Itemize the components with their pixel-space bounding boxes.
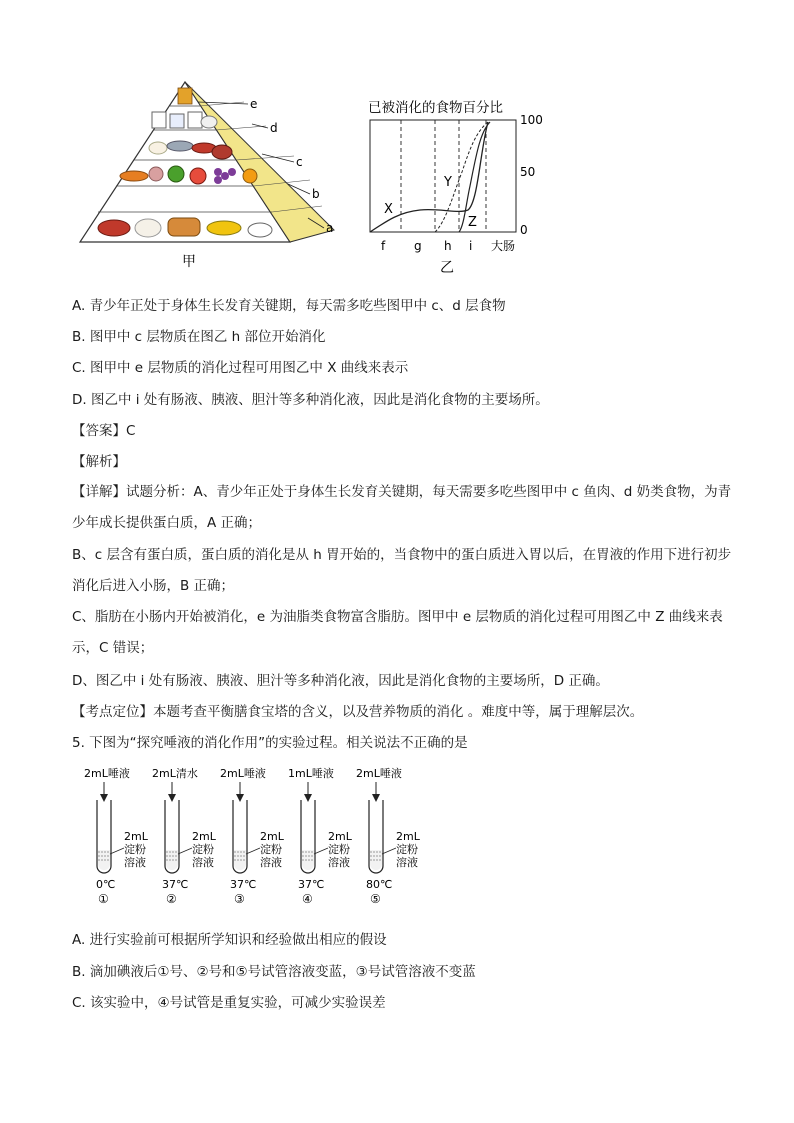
egg-icon [149, 142, 167, 154]
tube-number: ③ [234, 892, 245, 906]
tube-number: ④ [302, 892, 313, 906]
x-tick-label: f [381, 239, 386, 253]
arrow-head [304, 794, 312, 802]
carrot-icon [120, 171, 148, 181]
digestion-curve-figure [360, 92, 550, 280]
answer-line [72, 421, 135, 441]
tomato-icon [190, 168, 206, 184]
detail-paragraph-a: 【详解】试题分析：A、青少年正处于身体生长发育关键期，每天需要多吃些图甲中 c 鱼肉、d 奶类食物，为青少年成长提供蛋白质，A 正确； [72, 484, 732, 531]
pepper-icon [168, 166, 184, 182]
solution-pointer [178, 848, 192, 854]
milk-carton-icon [152, 112, 166, 128]
option-c: C. 图甲中 e 层物质的消化过程可用图乙中 X 曲线来表示 [72, 360, 409, 376]
meat-icon [212, 145, 232, 159]
rice-bowl-icon [248, 223, 272, 237]
onion-icon [149, 167, 163, 181]
solution-label: 淀粉 [124, 843, 146, 856]
detail-paragraph-d: D、图乙中 i 处有肠液、胰液、胆汁等多种消化液，因此是消化食物的主要场所，D 正确。 [72, 673, 609, 689]
solution-pointer [314, 848, 328, 854]
curve-label-z: Z [468, 215, 477, 230]
tube-top-label: 2mL清水 [152, 767, 198, 780]
solution-label: 2mL [328, 830, 352, 843]
test-tube-5 [356, 766, 421, 906]
layer-label-a: a [326, 221, 334, 235]
option-d: D. 图乙中 i 处有肠液、胰液、胆汁等多种消化液，因此是消化食物的主要场所。 [72, 392, 549, 408]
tube-number: ⑤ [370, 892, 381, 906]
curve-label-x: X [384, 202, 393, 217]
sweet-potato-icon [98, 220, 130, 236]
tube-temperature: 37℃ [298, 878, 325, 891]
solution-label: 溶液 [124, 856, 146, 869]
tube-number: ① [98, 892, 109, 906]
kaodian-line: 【考点定位】本题考查平衡膳食宝塔的含义，以及营养物质的消化 。难度中等，属于理解层次。 [72, 704, 644, 720]
solution-label: 淀粉 [260, 843, 282, 856]
tube-top-label: 2mL唾液 [84, 767, 130, 780]
tube-solution [98, 864, 110, 870]
milk-carton-icon [170, 114, 184, 128]
arrow-head [236, 794, 244, 802]
oil-icon [178, 88, 192, 104]
tube-solution [166, 864, 178, 870]
arrow-head [168, 794, 176, 802]
detail-paragraph-c: C、脂肪在小肠内开始被消化，e 为油脂类食物富含脂肪。图甲中 e 层物质的消化过程可用图乙中 Z 曲线来表示，C 错误； [72, 609, 723, 656]
test-tube-4 [288, 766, 353, 906]
bread-icon [168, 218, 200, 236]
solution-label: 2mL [396, 830, 420, 843]
layer-label-b: b [312, 187, 320, 201]
x-tick-label: g [414, 239, 422, 253]
grape-icon [221, 172, 229, 180]
solution-label: 溶液 [192, 856, 214, 869]
layer-label-e: e [250, 97, 258, 111]
orange-icon [243, 169, 257, 183]
x-tick-label: h [444, 239, 452, 253]
tube-top-label: 2mL唾液 [220, 767, 266, 780]
question5-stem: 5. 下图为“探究唾液的消化作用”的实验过程。相关说法不正确的是 [72, 735, 468, 751]
chart-title: 已被消化的食物百分比 [368, 100, 503, 116]
solution-label: 2mL [192, 830, 216, 843]
test-tube-3 [220, 766, 285, 906]
detail-paragraph-b: B、c 层含有蛋白质，蛋白质的消化是从 h 胃开始的，当食物中的蛋白质进入胃以后，在胃液的作用下进行初步消化后进入小肠，B 正确； [72, 547, 732, 594]
curve-y [435, 122, 488, 232]
curve-label-y: Y [444, 175, 452, 190]
x-tick-label: i [469, 239, 473, 253]
figure-caption-jia: 甲 [182, 254, 196, 270]
solution-pointer [110, 848, 124, 854]
tube-solution [370, 864, 382, 870]
arrow-head [372, 794, 380, 802]
q5-option-c: C. 该实验中，④号试管是重复实验，可减少实验误差 [72, 995, 386, 1011]
analysis-tag: 【解析】 [72, 454, 126, 470]
solution-pointer [246, 848, 260, 854]
fish-icon [167, 141, 193, 151]
answer-value: C [126, 423, 136, 439]
option-b: B. 图甲中 c 层物质在图乙 h 部位开始消化 [72, 329, 326, 345]
y-tick-label: 0 [520, 223, 528, 237]
x-tick-label: 大肠 [491, 239, 516, 253]
layer-label-c: c [296, 155, 303, 169]
layer-label-d: d [270, 121, 278, 135]
y-tick-label: 100 [520, 113, 543, 127]
grape-icon [214, 168, 222, 176]
y-tick-label: 50 [520, 165, 536, 179]
solution-label: 2mL [124, 830, 148, 843]
tube-temperature: 0℃ [96, 878, 116, 891]
solution-label: 溶液 [260, 856, 282, 869]
tube-top-label: 2mL唾液 [356, 767, 402, 780]
tube-temperature: 80℃ [366, 878, 393, 891]
grape-icon [228, 168, 236, 176]
solution-label: 淀粉 [328, 843, 350, 856]
tube-number: ② [166, 892, 177, 906]
food-pyramid-figure [72, 72, 342, 272]
tube-top-label: 1mL唾液 [288, 767, 334, 780]
test-tube-figure [72, 762, 432, 914]
solution-label: 2mL [260, 830, 284, 843]
q5-option-a: A. 进行实验前可根据所学知识和经验做出相应的假设 [72, 932, 387, 948]
tube-solution [234, 864, 246, 870]
milk-icon [201, 116, 217, 128]
tube-solution [302, 864, 314, 870]
answer-tag: 【答案】 [72, 423, 126, 439]
milk-carton-icon [188, 112, 202, 128]
solution-label: 溶液 [328, 856, 350, 869]
tube-temperature: 37℃ [162, 878, 189, 891]
bun-icon [135, 219, 161, 237]
solution-label: 淀粉 [192, 843, 214, 856]
arrow-head [100, 794, 108, 802]
test-tube-2 [152, 766, 217, 906]
figure-caption-yi: 乙 [440, 260, 454, 276]
corn-icon [207, 221, 241, 235]
grape-icon [214, 176, 222, 184]
solution-pointer [382, 848, 396, 854]
solution-label: 溶液 [396, 856, 418, 869]
q5-option-b: B. 滴加碘液后①号、②号和⑤号试管溶液变蓝，③号试管溶液不变蓝 [72, 964, 476, 980]
test-tube-1 [84, 766, 149, 906]
solution-label: 淀粉 [396, 843, 418, 856]
tube-temperature: 37℃ [230, 878, 257, 891]
option-a: A. 青少年正处于身体生长发育关键期，每天需多吃些图甲中 c、d 层食物 [72, 298, 506, 314]
